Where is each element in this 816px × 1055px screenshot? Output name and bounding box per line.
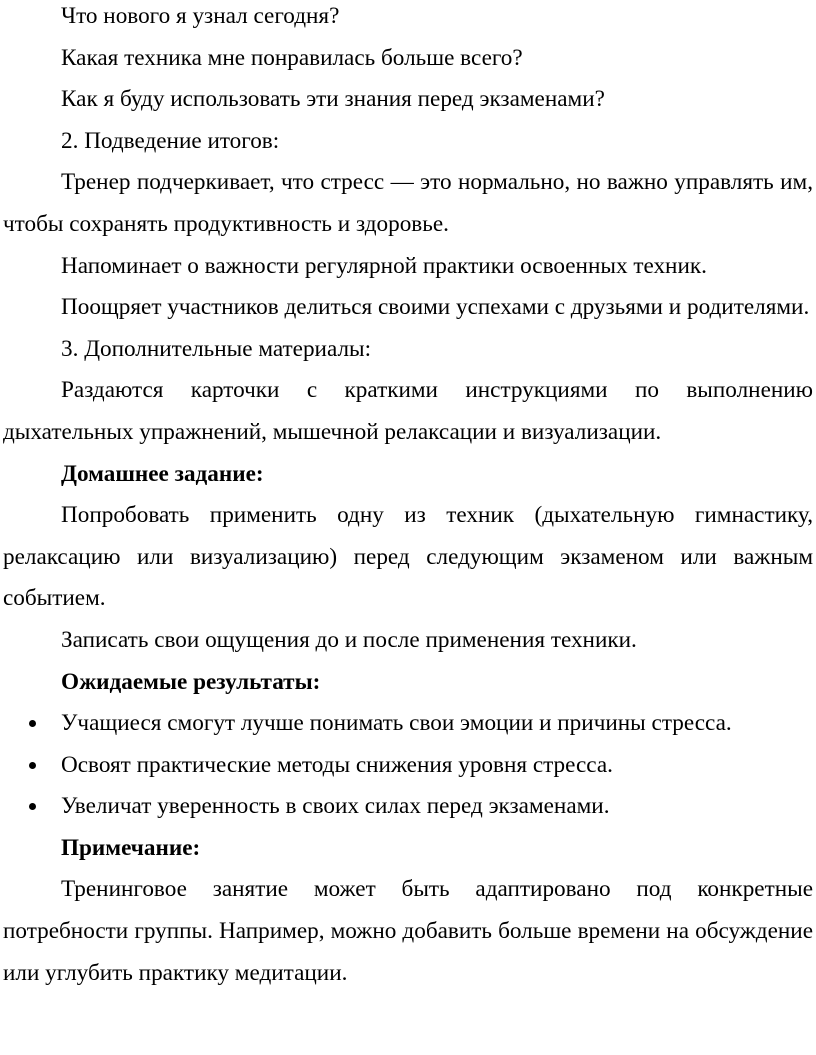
results-heading: Ожидаемые результаты: bbox=[61, 668, 321, 695]
list-item bbox=[3, 745, 813, 787]
list-item-text: Освоят практические методы снижения уровня стресса. bbox=[61, 751, 613, 778]
homework-paragraph-2: Записать свои ощущения до и после применения техники. bbox=[61, 626, 637, 653]
list-item-text: Увеличат уверенность в своих силах перед экзаменами. bbox=[61, 793, 610, 820]
list-item-text: Учащиеся смогут лучше понимать свои эмоции и причины стресса. bbox=[61, 710, 732, 737]
question-2: Какая техника мне понравилась больше всего? bbox=[61, 44, 523, 71]
note-heading: Примечание: bbox=[61, 834, 201, 861]
homework-heading: Домашнее задание: bbox=[61, 460, 264, 487]
bullet-icon bbox=[29, 803, 36, 810]
question-1: Что нового я узнал сегодня? bbox=[61, 3, 340, 29]
summary-paragraph-2: Напоминает о важности регулярной практики освоенных техник. bbox=[61, 252, 707, 279]
results-list bbox=[3, 703, 813, 828]
bullet-icon bbox=[29, 720, 36, 727]
question-3: Как я буду использовать эти знания перед экзаменами? bbox=[61, 86, 605, 113]
summary-paragraph-3: Поощряет участников делиться своими успехами с друзьями и родителями. bbox=[61, 294, 810, 321]
section-summary-heading: 2. Подведение итогов: bbox=[61, 127, 280, 154]
homework-paragraph-1: Попробовать применить одну из техник (дыхательную гимнастику, релаксацию или визуализацию) перед следующим экзаменом или важным событием. bbox=[3, 502, 813, 612]
note-paragraph: Тренинговое занятие может быть адаптировано под конкретные потребности группы. Например, можно добавить больше времени на обсуждение или углубить практику медитации. bbox=[3, 876, 813, 986]
list-item bbox=[3, 703, 813, 745]
bullet-icon bbox=[29, 762, 36, 769]
list-item bbox=[3, 786, 813, 828]
materials-paragraph: Раздаются карточки с краткими инструкциями по выполнению дыхательных упражнений, мышечной релаксации и визуализации. bbox=[3, 377, 813, 445]
summary-paragraph-1: Тренер подчеркивает, что стресс — это нормально, но важно управлять им, чтобы сохранять продуктивность и здоровье. bbox=[3, 169, 813, 237]
section-materials-heading: 3. Дополнительные материалы: bbox=[61, 335, 372, 362]
